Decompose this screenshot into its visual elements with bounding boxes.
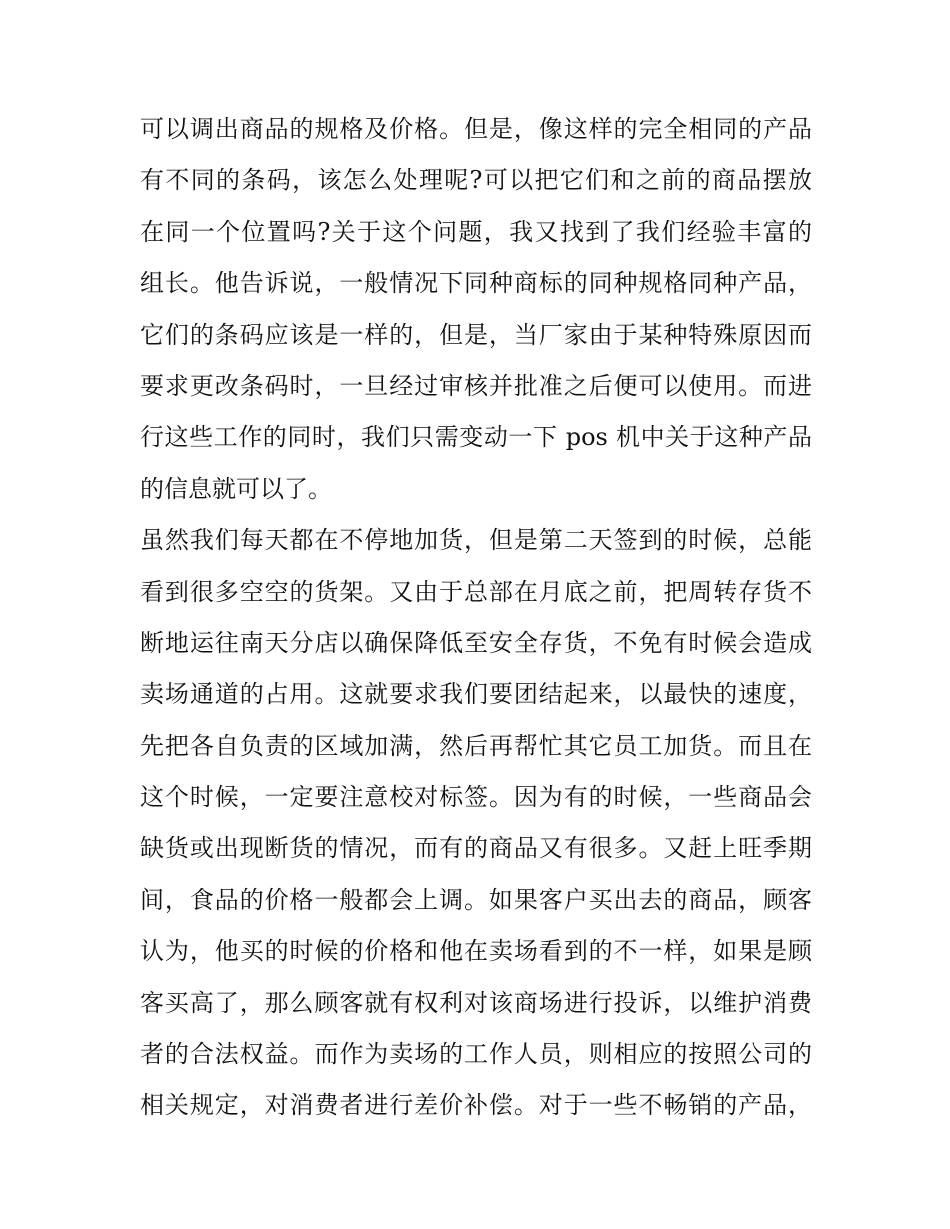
- text-line: 客买高了，那么顾客就有权利对该商场进行投诉，以维护消费: [140, 988, 812, 1017]
- text-line: 有不同的条码，该怎么处理呢?可以把它们和之前的商品摆放: [140, 166, 812, 195]
- text-line: 在同一个位置吗?关于这个问题，我又找到了我们经验丰富的: [140, 217, 812, 246]
- text-line: 要求更改条码时，一旦经过审核并批准之后便可以使用。而进: [140, 371, 812, 400]
- text-line: 卖场通道的占用。这就要求我们要团结起来，以最快的速度，: [140, 680, 812, 709]
- text-line: 看到很多空空的货架。又由于总部在月底之前，把周转存货不: [140, 577, 812, 606]
- text-line: 认为，他买的时候的价格和他在卖场看到的不一样，如果是顾: [140, 937, 812, 966]
- text-line: 先把各自负责的区域加满，然后再帮忙其它员工加货。而且在: [140, 731, 812, 760]
- text-line: 组长。他告诉说，一般情况下同种商标的同种规格同种产品，: [140, 269, 812, 298]
- text-line: 间，食品的价格一般都会上调。如果客户买出去的商品，顾客: [140, 885, 812, 914]
- text-line: 相关规定，对消费者进行差价补偿。对于一些不畅销的产品，: [140, 1091, 812, 1120]
- text-line: 可以调出商品的规格及价格。但是，像这样的完全相同的产品: [140, 115, 812, 143]
- text-line: 行这些工作的同时，我们只需变动一下 pos 机中关于这种产品: [140, 423, 812, 452]
- text-line: 虽然我们每天都在不停地加货，但是第二天签到的时候，总能: [140, 526, 812, 555]
- paragraph-end-line: 的信息就可以了。: [140, 474, 332, 503]
- text-line: 断地运往南天分店以确保降低至安全存货，不免有时候会造成: [140, 628, 812, 657]
- text-line: 缺货或出现断货的情况，而有的商品又有很多。又赶上旺季期: [140, 834, 812, 863]
- text-line: 者的合法权益。而作为卖场的工作人员，则相应的按照公司的: [140, 1040, 812, 1069]
- body-text: [140, 104, 812, 1132]
- text-line: 它们的条码应该是一样的，但是，当厂家由于某种特殊原因而: [140, 320, 812, 349]
- text-line: 这个时候，一定要注意校对标签。因为有的时候，一些商品会: [140, 783, 812, 812]
